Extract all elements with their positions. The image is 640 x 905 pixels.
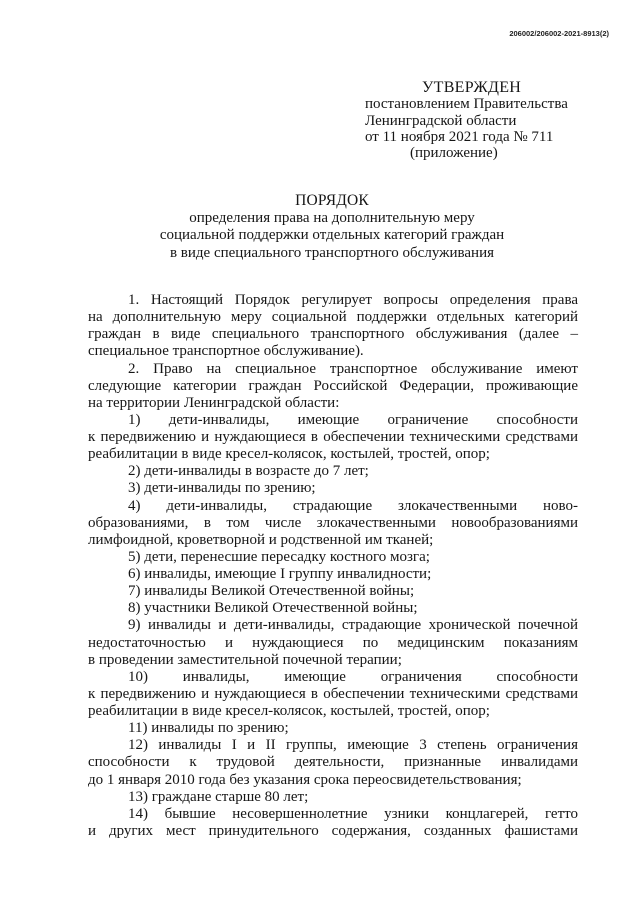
text-line: в проведении заместительной почечной терапии; <box>88 651 402 668</box>
text-line: 12) инвалиды I и II группы, имеющие 3 степень ограничения <box>128 737 578 754</box>
approval-title: УТВЕРЖДЕН <box>422 79 522 96</box>
text-line: и других мест принудительного содержания, созданных фашистами <box>88 822 578 839</box>
text-line: на дополнительную меру социальной поддержки отдельных категорий <box>88 309 578 326</box>
approval-line: постановлением Правительства <box>365 96 568 113</box>
clause-2 <box>88 361 578 412</box>
clause-1 <box>88 292 578 361</box>
text-line: 13) граждане старше 80 лет; <box>128 788 309 805</box>
text-line: 5) дети, перенесшие пересадку костного мозга; <box>128 548 430 565</box>
approval-line: от 11 ноября 2021 года № 711 <box>365 128 554 145</box>
text-line: 7) инвалиды Великой Отечественной войны; <box>128 583 415 600</box>
text-line: 8) участники Великой Отечественной войны; <box>128 600 418 617</box>
approval-block <box>365 80 568 161</box>
text-line: граждан в виде специального транспортного обслуживания (далее – <box>88 326 578 343</box>
text-line: 3) дети-инвалиды по зрению; <box>128 480 316 497</box>
list-item-4 <box>88 498 578 549</box>
list-item-9 <box>88 617 578 668</box>
text-line: 1) дети-инвалиды, имеющие ограничение способности <box>128 411 578 428</box>
list-item-13 <box>88 789 578 806</box>
list-item-10 <box>88 669 578 720</box>
document-body <box>88 292 578 840</box>
list-item-11 <box>88 720 578 737</box>
document-subtitle-line: в виде специального транспортного обслуживания <box>169 244 495 261</box>
text-line: 6) инвалиды, имеющие I группу инвалидности; <box>128 566 432 582</box>
list-item-7 <box>88 583 578 600</box>
text-line: 2. Право на специальное транспортное обслуживание имеют <box>128 360 578 377</box>
text-line: к передвижению и нуждающиеся в обеспечении техническими средствами <box>88 685 578 702</box>
document-registration-code: 206002/206002-2021-8913(2) <box>509 29 609 38</box>
text-line: способности к трудовой деятельности, признанные инвалидами <box>88 754 578 771</box>
text-line: 1. Настоящий Порядок регулирует вопросы определения права <box>128 292 578 308</box>
text-line: следующие категории граждан Российской Федерации, проживающие <box>88 377 578 394</box>
list-item-3 <box>88 480 578 497</box>
list-item-6 <box>88 566 578 583</box>
text-line: специальное транспортное обслуживание). <box>88 343 364 360</box>
text-line: 11) инвалиды по зрению; <box>128 720 289 737</box>
text-line: реабилитации в виде кресел-колясок, костылей, тростей, опор; <box>88 703 490 719</box>
text-line: к передвижению и нуждающиеся в обеспечении техническими средствами <box>88 429 578 445</box>
text-line: 2) дети-инвалиды в возрасте до 7 лет; <box>128 463 369 480</box>
text-line: образованиями, в том числе злокачественными новообразованиями <box>88 514 578 531</box>
document-subtitle-line: определения права на дополнительную меру <box>189 209 475 226</box>
document-title: ПОРЯДОК <box>295 192 369 209</box>
document-heading <box>88 192 576 262</box>
text-line: 4) дети-инвалиды, страдающие злокачественными ново- <box>128 497 578 514</box>
text-line: до 1 января 2010 года без указания срока переосвидетельствования; <box>88 771 522 788</box>
list-item-2 <box>88 463 578 480</box>
text-line: 10) инвалиды, имеющие ограничения способности <box>128 668 578 685</box>
text-line: недостаточностью и нуждающиеся по медицинским показаниям <box>88 634 578 651</box>
list-item-5 <box>88 549 578 566</box>
list-item-14 <box>88 806 578 840</box>
approval-note: (приложение) <box>410 145 498 162</box>
list-item-8 <box>88 600 578 617</box>
text-line: 9) инвалиды и дети-инвалиды, страдающие хронической почечной <box>128 617 578 634</box>
approval-line: Ленинградской области <box>365 112 517 129</box>
document-subtitle-line: социальной поддержки отдельных категорий граждан <box>159 227 505 244</box>
list-item-1 <box>88 412 578 463</box>
text-line: на территории Ленинградской области: <box>88 394 340 411</box>
text-line: 14) бывшие несовершеннолетние узники концлагерей, гетто <box>128 805 578 822</box>
text-line: лимфоидной, кроветворной и родственной им тканей; <box>88 531 434 548</box>
list-item-12 <box>88 737 578 788</box>
text-line: реабилитации в виде кресел-колясок, костылей, тростей, опор; <box>88 446 490 463</box>
